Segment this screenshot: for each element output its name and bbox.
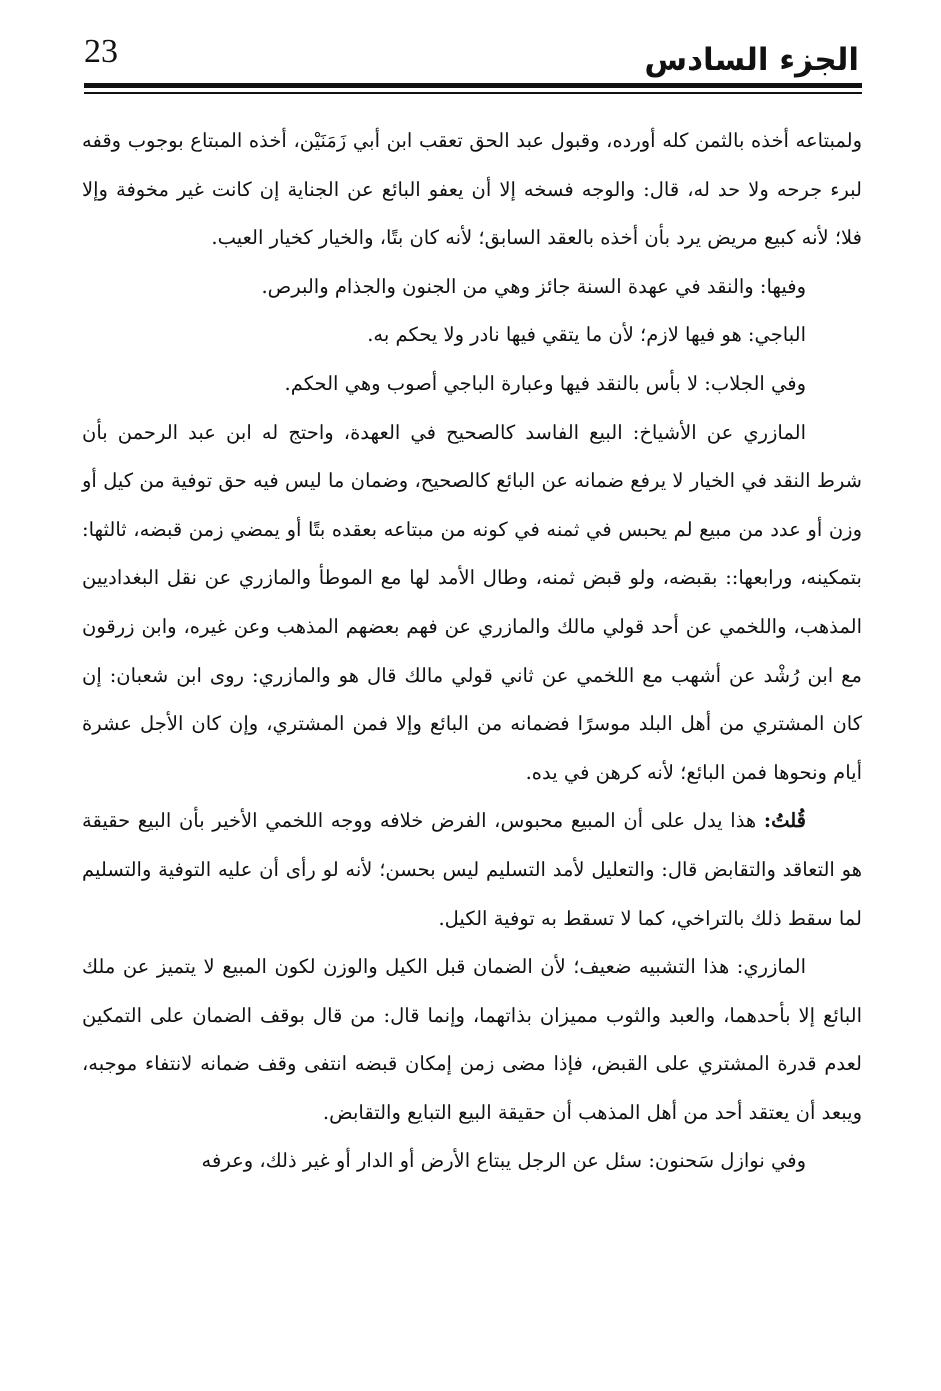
paragraph-6-text: هذا يدل على أن المبيع محبوس، الفرض خلافه ووجه اللخمي الأخير بأن البيع حقيقة هو التعاقد والتقابض قال: والتعليل لأمد التسليم ليس بحسن؛ لأنه لو رأى أن عليه التوفية والتسليم لما سقط ذلك بالتراخي، كما لا تسقط به توفية الكيل. [82, 809, 862, 930]
body-text [82, 117, 862, 1186]
header-rule-thin [84, 92, 862, 94]
paragraph-8: وفي نوازل سَحنون: سئل عن الرجل يبتاع الأرض أو الدار أو غير ذلك، وعرفه [201, 1149, 806, 1173]
qult-lead: قُلتُ: [763, 809, 806, 833]
paragraph-4: وفي الجلاب: لا بأس بالنقد فيها وعبارة الباجي أصوب وهي الحكم. [284, 371, 806, 395]
paragraph-2: وفيها: والنقد في عهدة السنة جائز وهي من الجنون والجذام والبرص. [261, 274, 806, 298]
header-rule-thick [84, 83, 862, 88]
paragraph-5: المازري عن الأشياخ: البيع الفاسد كالصحيح في العهدة، واحتج له ابن عبد الرحمن بأن شرط النقد في الخيار لا يرفع ضمانه عن البائع كالصحيح، وضمان ما ليس فيه حق توفية من كيل أو وزن أو عدد من مبيع لم يحبس في ثمنه في كونه من مبتاعه بعقده بتًا أو يمضي زمن قبضه، ثالثها: بتمكينه، ورابعها:: بقبضه، ولو قبض ثمنه، وطال الأمد لها مع الموطأ والمازري عن نقل البغداديين المذهب، واللخمي عن أحد قولي مالك والمازري عن فهم بعضهم المذهب وعن غيره، وابن زرقون مع ابن رُشْد عن أشهب مع اللخمي عن ثاني قولي مالك قال هو والمازري: روى ابن شعبان: إن كان المشتري من أهل البلد موسرًا فضمانه من البائع وإلا فمن المشتري، وإن كان الأجل عشرة أيام ونحوها فمن البائع؛ لأنه كرهن في يده. [82, 420, 862, 784]
running-title: الجزء السادس [644, 42, 859, 78]
paragraph-7: المازري: هذا التشبيه ضعيف؛ لأن الضمان قبل الكيل والوزن لكون المبيع لا يتميز عن ملك البائع إلا بأحدهما، والعبد والثوب مميزان بذاتهما، وإنما قال: من قال بوقف الضمان على التمكين لعدم قدرة المشتري على القبض، فإذا مضى زمن إمكان قبضه انتفى وقف ضمانه لانتفاء موجبه، ويبعد أن يعتقد أحد من أهل المذهب أن حقيقة البيع التبايع والتقابض. [82, 955, 863, 1124]
paragraph-3: الباجي: هو فيها لازم؛ لأن ما يتقي فيها نادر ولا يحكم به. [367, 323, 806, 347]
paragraph-1: ولمبتاعه أخذه بالثمن كله أورده، وقبول عبد الحق تعقب ابن أبي زَمَنَيْن، أخذه المبتاع بوجوب وقفه لبرء جرحه ولا حد له، قال: والوجه فسخه إلا أن يعفو البائع عن الجناية إن كانت غير مخوفة وإلا فلا؛ لأنه كبيع مريض يرد بأن أخذه بالعقد السابق؛ لأنه كان بتًا، والخيار كخيار العيب. [82, 129, 862, 250]
page-number: 23 [84, 33, 118, 70]
paragraph-6 [82, 797, 862, 943]
